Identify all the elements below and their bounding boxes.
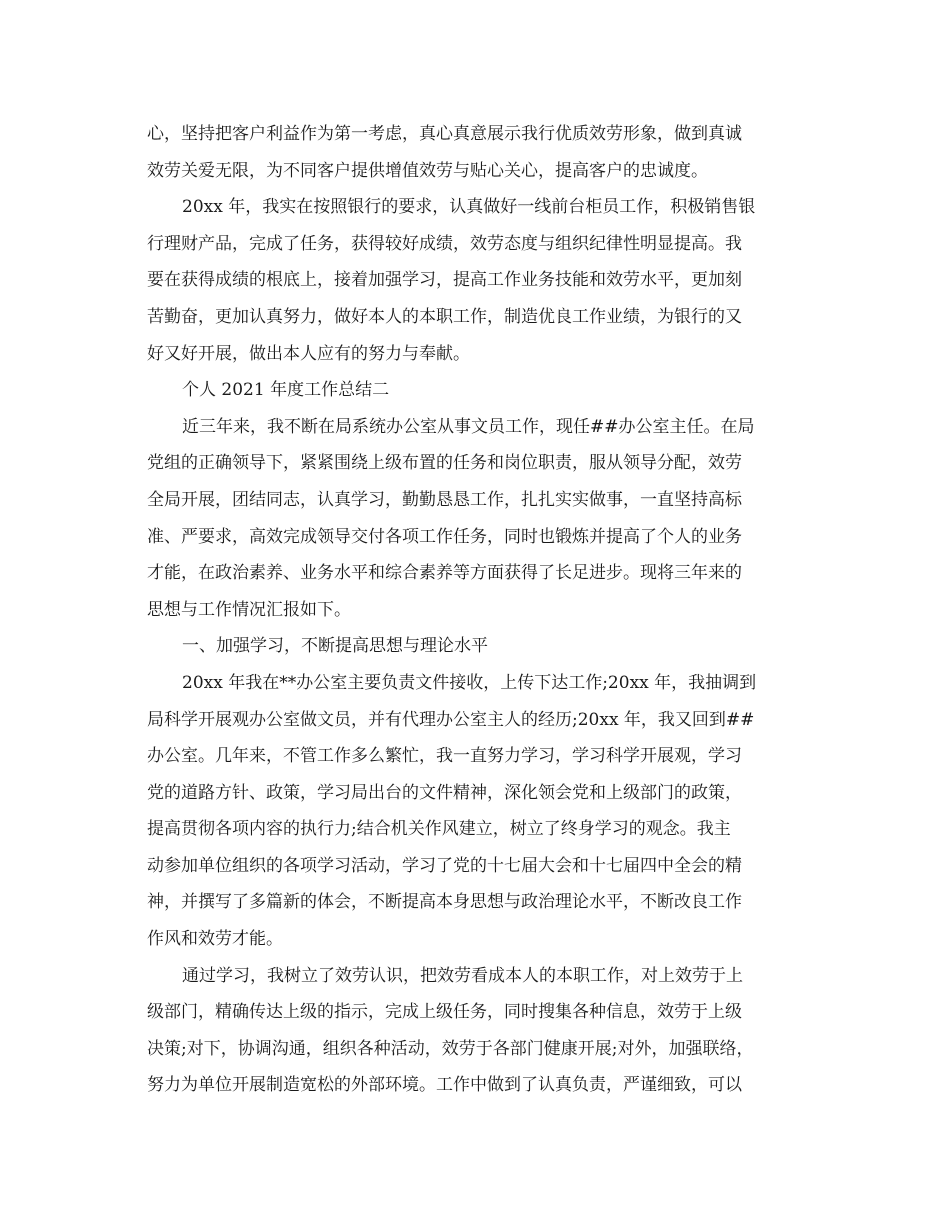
text-line: 要在获得成绩的根底上，接着加强学习，提高工作业务技能和效劳水平，更加刻 [147,270,742,291]
paragraph-start-line: 20xx 年我在**办公室主要负责文件接收，上传下达工作;20xx 年，我抽调到 [182,672,757,693]
text-line: 党组的正确领导下，紧紧围绕上级布置的任务和岗位职责，服从领导分配，效劳 [147,453,742,474]
text-line: 苦勤奋，更加认真努力，做好本人的本职工作，制造优良工作业绩，为银行的又 [147,306,742,327]
text-line: 神，并撰写了多篇新的体会，不断提高本身思想与政治理论水平，不断改良工作 [147,892,742,913]
text-line: 级部门，精确传达上级的指示，完成上级任务，同时搜集各种信息，效劳于上级 [147,1002,742,1023]
text-line: 心，坚持把客户利益作为第一考虑，真心真意展示我行优质效劳形象，做到真诚 [147,124,742,144]
text-line: 决策;对下，协调沟通，组织各种活动，效劳于各部门健康开展;对外，加强联络， [147,1038,754,1059]
text-line: 办公室。几年来，不管工作多么繁忙，我一直努力学习，学习科学开展观，学习 [147,746,742,767]
text-line: 效劳关爱无限，为不同客户提供增值效劳与贴心关心，提高客户的忠诚度。 [147,160,708,181]
text-line: 提高贯彻各项内容的执行力;结合机关作风建立，树立了终身学习的观念。我主 [147,819,731,840]
paragraph-start-line: 20xx 年，我实在按照银行的要求，认真做好一线前台柜员工作，积极销售银 [182,197,756,218]
paragraph-start-line: 通过学习，我树立了效劳认识，把效劳看成本人的本职工作，对上效劳于上 [182,965,743,986]
text-line: 努力为单位开展制造宽松的外部环境。工作中做到了认真负责，严谨细致，可以 [147,1075,742,1096]
document-body [147,116,807,1104]
text-line: 才能，在政治素养、业务水平和综合素养等方面获得了长足进步。现将三年来的 [147,563,742,584]
text-line: 作风和效劳才能。 [147,929,283,950]
subsection-heading: 一、加强学习，不断提高思想与理论水平 [182,636,488,657]
section-heading: 个人 2021 年度工作总结二 [182,380,390,401]
text-line: 全局开展，团结同志，认真学习，勤勤恳恳工作，扎扎实实做事，一直坚持高标 [147,489,742,510]
paragraph-start-line: 近三年来，我不断在局系统办公室从事文员工作，现任##办公室主任。在局 [182,416,755,437]
text-line: 党的道路方针、政策，学习局出台的文件精神，深化领会党和上级部门的政策， [147,782,742,803]
text-line: 准、严要求，高效完成领导交付各项工作任务，同时也锻炼并提高了个人的业务 [147,526,742,547]
text-line: 思想与工作情况汇报如下。 [147,599,351,620]
text-line: 局科学开展观办公室做文员，并有代理办公室主人的经历;20xx 年，我又回到## [147,709,755,730]
text-line: 动参加单位组织的各项学习活动，学习了党的十七届大会和十七届四中全会的精 [147,855,742,876]
text-line: 行理财产品，完成了任务，获得较好成绩，效劳态度与组织纪律性明显提高。我 [147,233,742,254]
text-line: 好又好开展，做出本人应有的努力与奉献。 [147,343,470,364]
